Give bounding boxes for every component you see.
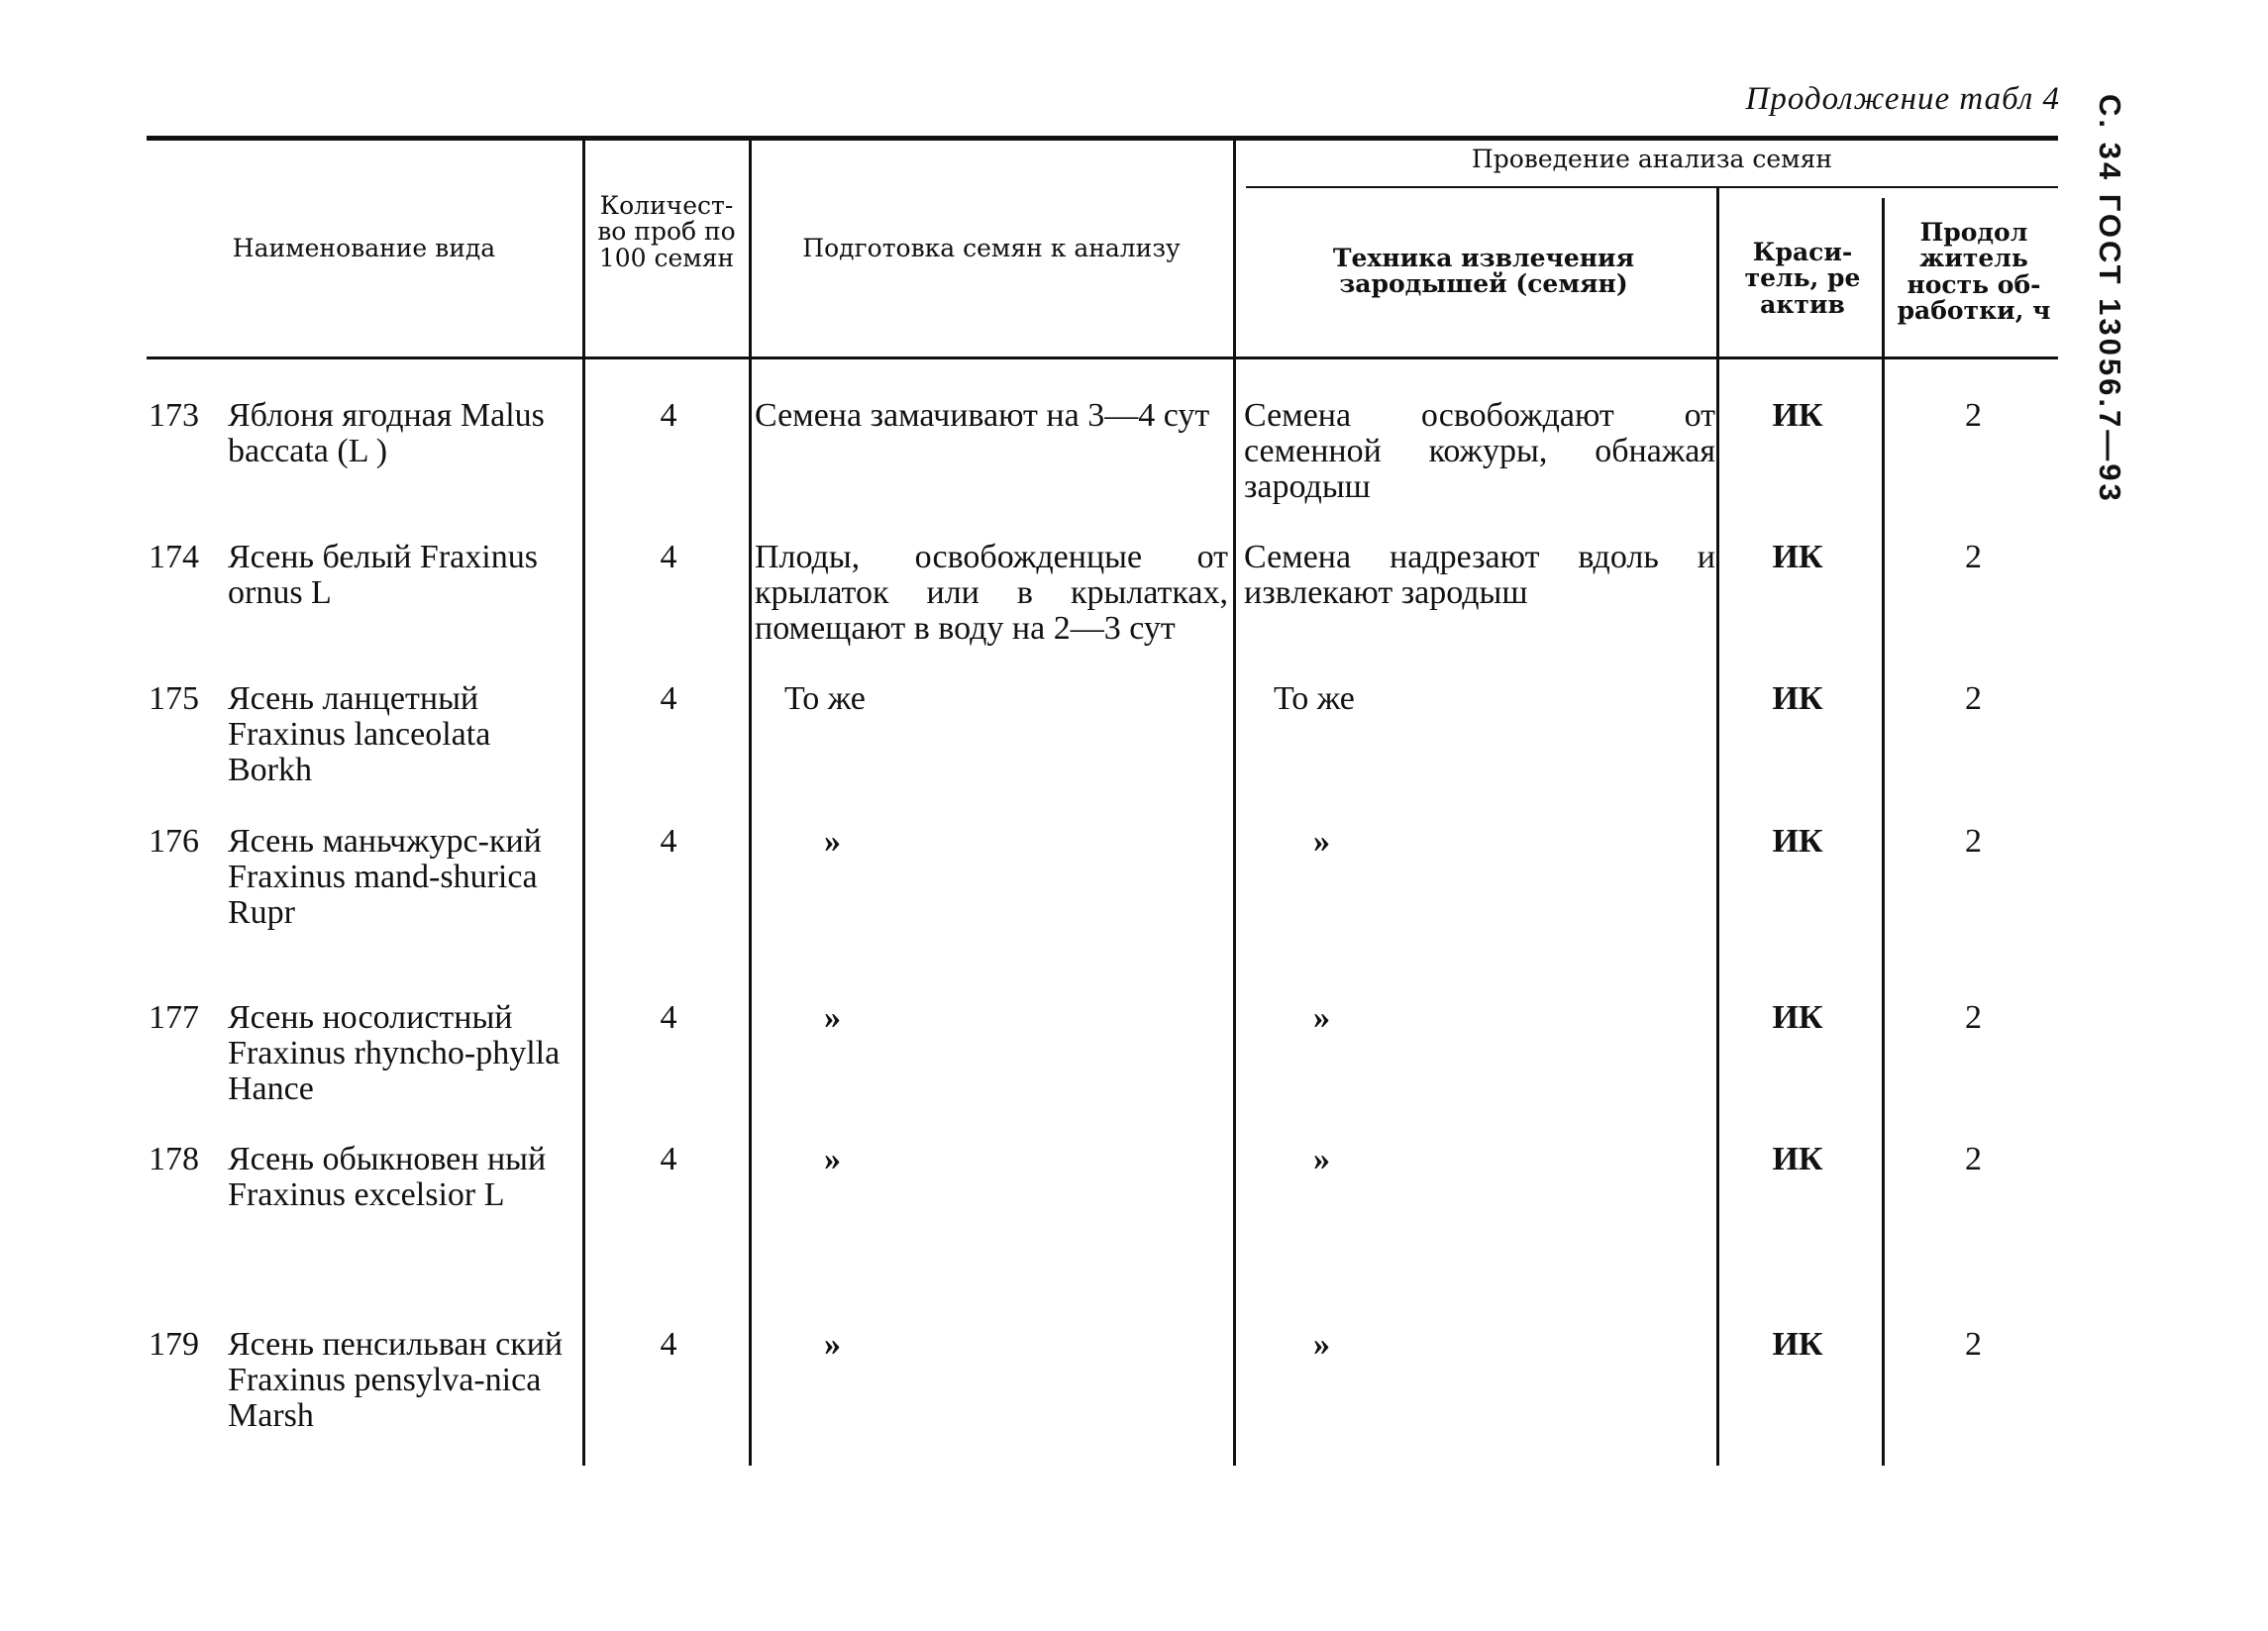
row-number: 178: [149, 1141, 199, 1177]
header-prep: Подготовка семян к анализу: [802, 234, 1181, 262]
species-name: Ясень обыкновен ный Fraxinus excelsior L: [228, 1141, 547, 1213]
species-name: Ясень маньчжурс-кий Fraxinus mand-shurica Rupr: [228, 823, 542, 931]
treatment-duration: 2: [1965, 1141, 1982, 1177]
table-top-rule: [147, 136, 2058, 141]
treatment-duration: 2: [1965, 539, 1982, 575]
row-number: 173: [149, 397, 199, 434]
sample-count: 4: [660, 1326, 677, 1363]
column-divider-5: [1882, 198, 1885, 1466]
extraction-technique: Семена освобождают от семенной кожуры, обнажая зародыш: [1244, 397, 1715, 505]
row-number: 174: [149, 539, 199, 575]
ditto-mark: »: [824, 999, 841, 1036]
seed-preparation: То же: [784, 680, 866, 717]
dye-reagent: ИК: [1772, 680, 1823, 717]
species-name: Ясень пенсильван ский Fraxinus pensylva-nica Marsh: [228, 1326, 564, 1434]
sample-count: 4: [660, 999, 677, 1036]
seed-preparation: Плоды, освобожденцые от крылаток или в крылатках, помещают в воду на 2—3 сут: [755, 539, 1228, 647]
ditto-mark: »: [1313, 823, 1330, 860]
treatment-duration: 2: [1965, 680, 1982, 717]
column-divider-3: [1233, 139, 1236, 1466]
ditto-mark: »: [824, 1326, 841, 1363]
ditto-mark: »: [1313, 1326, 1330, 1363]
side-page-header: С. 34 ГОСТ 13056.7—93: [2093, 94, 2127, 504]
ditto-mark: »: [1313, 1141, 1330, 1177]
row-number: 175: [149, 680, 199, 717]
species-name: Яблоня ягодная Malus baccata (L ): [228, 397, 545, 469]
header-analysis-group: Проведение анализа семян: [1471, 145, 1833, 173]
header-qty: Количест-во проб по 100 семян: [597, 191, 736, 272]
treatment-duration: 2: [1965, 999, 1982, 1036]
sample-count: 4: [660, 397, 677, 434]
species-name: Ясень ланцетный Fraxinus lanceolata Borkh: [228, 680, 491, 788]
sample-count: 4: [660, 1141, 677, 1177]
table-caption: Продолжение табл 4: [1745, 81, 2060, 117]
treatment-duration: 2: [1965, 823, 1982, 860]
seed-preparation: Семена замачивают на 3—4 сут: [755, 397, 1210, 434]
header-technique: Техника извлечения зародышей (семян): [1332, 244, 1635, 299]
extraction-technique: Семена надрезают вдоль и извлекают зародыш: [1244, 539, 1715, 611]
dye-reagent: ИК: [1772, 823, 1823, 860]
column-divider-2: [749, 139, 752, 1466]
ditto-mark: »: [1313, 999, 1330, 1036]
row-number: 176: [149, 823, 199, 860]
row-number: 177: [149, 999, 199, 1036]
treatment-duration: 2: [1965, 1326, 1982, 1363]
ditto-mark: »: [824, 1141, 841, 1177]
analysis-group-rule: [1246, 186, 2058, 188]
sample-count: 4: [660, 539, 677, 575]
dye-reagent: ИК: [1772, 397, 1823, 434]
dye-reagent: ИК: [1772, 539, 1823, 575]
species-name: Ясень белый Fraxinus ornus L: [228, 539, 538, 611]
sample-count: 4: [660, 823, 677, 860]
column-divider-4: [1716, 188, 1719, 1466]
header-bottom-rule: [147, 357, 2058, 359]
header-dye: Краси-тель, ре актив: [1744, 238, 1861, 319]
species-name: Ясень носолистный Fraxinus rhyncho-phylla Hance: [228, 999, 561, 1107]
header-duration: Продол житель ность об-работки, ч: [1897, 218, 2051, 325]
dye-reagent: ИК: [1772, 1326, 1823, 1363]
dye-reagent: ИК: [1772, 1141, 1823, 1177]
ditto-mark: »: [824, 823, 841, 860]
dye-reagent: ИК: [1772, 999, 1823, 1036]
sample-count: 4: [660, 680, 677, 717]
extraction-technique: То же: [1274, 680, 1355, 717]
treatment-duration: 2: [1965, 397, 1982, 434]
row-number: 179: [149, 1326, 199, 1363]
column-divider-1: [582, 139, 585, 1466]
header-name: Наименование вида: [232, 234, 496, 262]
